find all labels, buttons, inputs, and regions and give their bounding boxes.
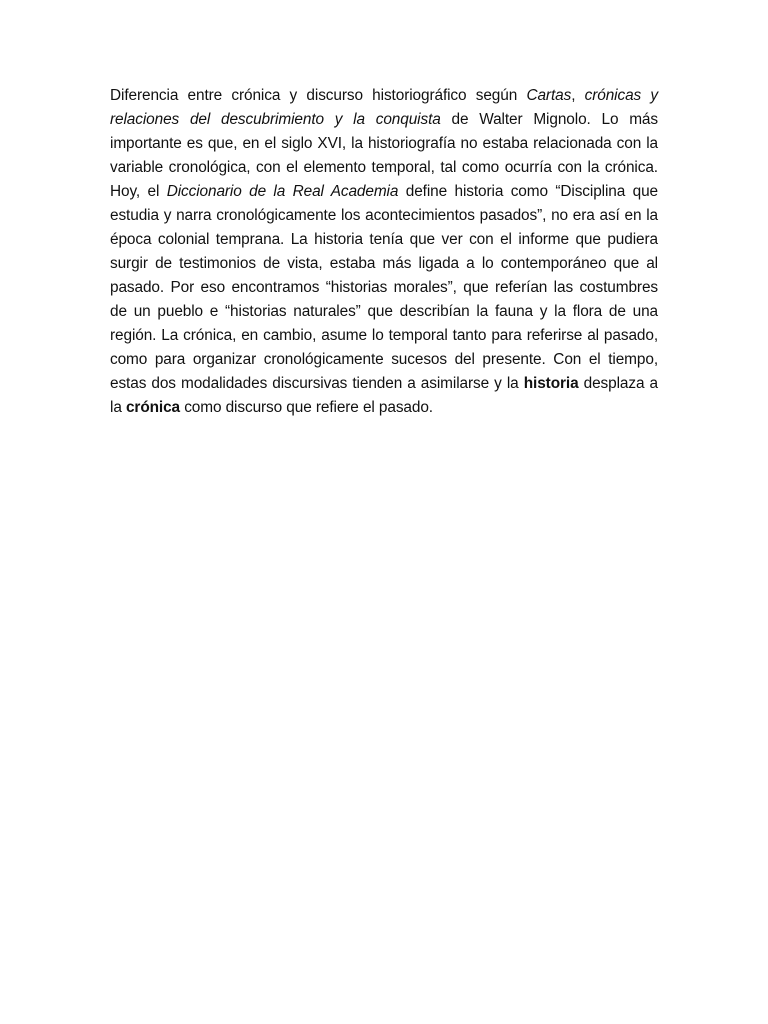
bold-term-cronica: crónica [125, 399, 181, 416]
text-run: de Walter Mignolo. Lo más importante es que, en el siglo XVI, la historiografía no estaba relacionada con la variable cronológica, con el elemento temporal, tal como ocurría con la crónica. Hoy, el [110, 111, 658, 200]
body-paragraph [110, 84, 658, 420]
text-run: define historia como “Disciplina que estudia y narra cronológicamente los acontecimientos pasados”, no era así en la época colonial temprana. La historia tenía que ver con el informe que pudiera surgir de testimonios de vista, estaba más ligada a lo contemporáneo que al pasado. Por eso encontramos “historias morales”, que referían las costumbres de un pueblo e “historias naturales” que describían la fauna y la flora de una región. La crónica, en cambio, asume lo temporal tanto para referirse al pasado, como para organizar cronológicamente sucesos del presente. Con el tiempo, estas dos modalidades discursivas tienden a asimilarse y la [110, 183, 659, 392]
text-run: como discurso que refiere el pasado. [180, 399, 433, 416]
italic-title-cronicas: crónicas y relaciones del descubrimiento y la conquista [110, 87, 658, 128]
italic-title-diccionario: Diccionario de la Real Academia [166, 183, 399, 200]
text-run: desplaza a la [110, 375, 658, 416]
text-run: Diferencia entre crónica y discurso historiográfico según [110, 87, 527, 104]
text-run: , [571, 87, 585, 104]
italic-title-cartas: Cartas [526, 87, 572, 104]
bold-term-historia: historia [523, 375, 579, 392]
